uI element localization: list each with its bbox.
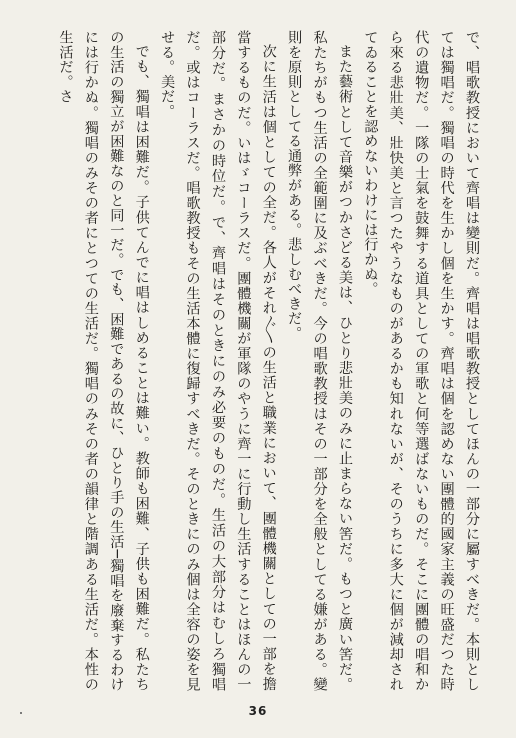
paragraph-2: また藝術として音樂がつかさどる美は、ひとり悲壯美のみに止まらない筈だ。もつと廣い筈だ。私たちがもつ生活の全範圍に及ぶべきだ。今の唱歌教授はその一部分を全般としてる嫌がある。變則を原則としてる通弊がある。悲しむべきだ。 (286, 30, 353, 692)
paragraph-1: で、唱歌教授において齊唱は變則だ。齊唱は唱歌教授としてほんの一部分に屬すべきだ。本則としては獨唱だ。獨唱の時代を生かし個を生かす。齊唱は個を認めない團體的國家主義の旺盛だつた時代の遺物だ。一隊の士氣を鼓舞する道具としての軍歌と何等選ばないものだ。そこに團體の唱和から來る悲壯美、壯快美と言つたやうなものがあるかも知れないが、そのうちに多大に個が減却されてゐることを認めないわけには行かぬ。 (362, 30, 480, 692)
paragraph-3: 次に生活は個としての全だ。各人がそれ〴〵の生活と職業において、團體機關としての一部を擔當するものだ。いはゞコーラスだ。團體機關が軍隊のやうに齊一に行動し生活することはほんの一部分だ。まさかの時位だ。で、齊唱はそのときにのみ必要のものだ。生活の大部分はむしろ獨唱だ。或はコーラスだ。唱歌教授もその生活本體に復歸すべきだ。そのときにのみ個は全容の姿を見せる。美だ。 (159, 30, 277, 692)
paragraph-4: でも、獨唱は困難だ。子供てんでに唱はしめることは難い。教師も困難、子供も困難だ。私たちの生活の獨立が困難なのと同一だ。でも、困難であるの故に、ひとり手の生活─獨唱を廢棄するわけには行かぬ。獨唱のみその者にとつての生活だ。獨唱のみその者の韻律と階調ある生活だ。本性の生活だ。さ (57, 30, 150, 692)
page-number: 36 (248, 704, 268, 718)
vertical-text-body (32, 30, 484, 692)
paper-speck (20, 712, 22, 714)
